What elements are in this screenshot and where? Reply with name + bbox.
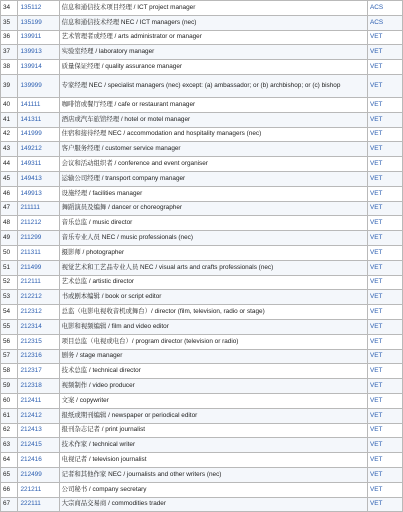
row-number-cell: 59 bbox=[1, 379, 18, 394]
occupation-name-cell: 技术总监 / technical director bbox=[59, 364, 367, 379]
table-row bbox=[1, 290, 403, 305]
occupation-code-link-cell bbox=[18, 379, 59, 394]
occupation-name-cell: 实验室经理 / laboratory manager bbox=[59, 45, 367, 60]
occupation-code-link-cell bbox=[18, 423, 59, 438]
table-row bbox=[1, 497, 403, 512]
table-row bbox=[1, 245, 403, 260]
table-row bbox=[1, 260, 403, 275]
occupation-name-cell: 质量保证经理 / quality assurance manager bbox=[59, 60, 367, 75]
assessing-authority-link-cell bbox=[368, 60, 403, 75]
assessing-authority-link[interactable]: VET bbox=[370, 485, 383, 493]
assessing-authority-link[interactable]: VET bbox=[370, 63, 383, 71]
occupation-code-link[interactable]: 212412 bbox=[20, 411, 42, 419]
assessing-authority-link[interactable]: VET bbox=[370, 160, 383, 168]
occupation-code-link-cell bbox=[18, 231, 59, 246]
occupation-code-link[interactable]: 139914 bbox=[20, 63, 42, 71]
assessing-authority-link[interactable]: VET bbox=[370, 115, 383, 123]
occupation-code-link[interactable]: 212314 bbox=[20, 322, 42, 330]
assessing-authority-link[interactable]: VET bbox=[370, 100, 383, 108]
occupation-code-link-cell bbox=[18, 1, 59, 16]
row-number-cell: 38 bbox=[1, 60, 18, 75]
assessing-authority-link[interactable]: VET bbox=[370, 234, 383, 242]
assessing-authority-link-cell bbox=[368, 245, 403, 260]
occupation-code-link-cell bbox=[18, 45, 59, 60]
occupation-name-cell: 艺术总监 / artistic director bbox=[59, 275, 367, 290]
table-row bbox=[1, 423, 403, 438]
occupation-name-cell: 视觉艺术和工艺品专业人员 NEC / visual arts and crafts professionals (nec) bbox=[59, 260, 367, 275]
occupation-code-link-cell bbox=[18, 393, 59, 408]
table-row bbox=[1, 74, 403, 97]
row-number-cell: 44 bbox=[1, 157, 18, 172]
occupation-code-link[interactable]: 135112 bbox=[20, 3, 42, 11]
occupation-code-link-cell bbox=[18, 171, 59, 186]
occupation-code-link[interactable]: 135199 bbox=[20, 18, 42, 26]
assessing-authority-link-cell bbox=[368, 393, 403, 408]
occupation-code-link-cell bbox=[18, 453, 59, 468]
occupation-code-link-cell bbox=[18, 275, 59, 290]
assessing-authority-link-cell bbox=[368, 290, 403, 305]
occupation-code-link[interactable]: 212317 bbox=[20, 367, 42, 375]
assessing-authority-link[interactable]: VET bbox=[370, 382, 383, 390]
occupation-code-link-cell bbox=[18, 60, 59, 75]
occupation-name-cell: 信息和通信技术经理 NEC / ICT managers (nec) bbox=[59, 15, 367, 30]
table-row bbox=[1, 408, 403, 423]
table-row bbox=[1, 127, 403, 142]
occupation-name-cell: 文案 / copywriter bbox=[59, 393, 367, 408]
occupation-code-link[interactable]: 149212 bbox=[20, 145, 42, 153]
occupation-name-cell: 信息和通信技术项目经理 / ICT project manager bbox=[59, 1, 367, 16]
occupation-code-link[interactable]: 149413 bbox=[20, 174, 42, 182]
assessing-authority-link[interactable]: VET bbox=[370, 174, 383, 182]
row-number-cell: 54 bbox=[1, 305, 18, 320]
occupation-name-cell: 酒店或汽车旅馆经理 / hotel or motel manager bbox=[59, 112, 367, 127]
occupation-code-link-cell bbox=[18, 74, 59, 97]
table-row bbox=[1, 453, 403, 468]
assessing-authority-link[interactable]: VET bbox=[370, 145, 383, 153]
row-number-cell: 50 bbox=[1, 245, 18, 260]
assessing-authority-link[interactable]: VET bbox=[370, 204, 383, 212]
table-row bbox=[1, 305, 403, 320]
assessing-authority-link[interactable]: VET bbox=[370, 352, 383, 360]
assessing-authority-link[interactable]: VET bbox=[370, 322, 383, 330]
table-row bbox=[1, 97, 403, 112]
occupation-code-link-cell bbox=[18, 186, 59, 201]
assessing-authority-link[interactable]: VET bbox=[370, 33, 383, 41]
assessing-authority-link-cell bbox=[368, 1, 403, 16]
assessing-authority-link[interactable]: VET bbox=[370, 426, 383, 434]
occupation-name-cell: 项目总监（电视或电台）/ program director (television or radio) bbox=[59, 334, 367, 349]
occupation-code-link[interactable]: 212312 bbox=[20, 308, 42, 316]
row-number-cell: 63 bbox=[1, 438, 18, 453]
table-row bbox=[1, 216, 403, 231]
assessing-authority-link-cell bbox=[368, 15, 403, 30]
occupation-code-link[interactable]: 212415 bbox=[20, 441, 42, 449]
occupation-code-link[interactable]: 141999 bbox=[20, 130, 42, 138]
assessing-authority-link[interactable]: VET bbox=[370, 130, 383, 138]
occupation-name-cell: 运输公司经理 / transport company manager bbox=[59, 171, 367, 186]
assessing-authority-link-cell bbox=[368, 30, 403, 45]
table-row bbox=[1, 319, 403, 334]
row-number-cell: 43 bbox=[1, 142, 18, 157]
assessing-authority-link-cell bbox=[368, 275, 403, 290]
row-number-cell: 57 bbox=[1, 349, 18, 364]
assessing-authority-link-cell bbox=[368, 364, 403, 379]
assessing-authority-link-cell bbox=[368, 260, 403, 275]
assessing-authority-link-cell bbox=[368, 453, 403, 468]
occupation-name-cell: 专家经理 NEC / specialist managers (nec) except: (a) ambassador; or (b) archbishop; or (c) bishop bbox=[59, 74, 367, 97]
row-number-cell: 51 bbox=[1, 260, 18, 275]
occupation-code-link[interactable]: 139913 bbox=[20, 48, 42, 56]
occupation-code-link[interactable]: 141111 bbox=[20, 100, 41, 108]
table-row bbox=[1, 15, 403, 30]
occupation-code-link-cell bbox=[18, 97, 59, 112]
occupation-code-link[interactable]: 212315 bbox=[20, 337, 42, 345]
assessing-authority-link-cell bbox=[368, 142, 403, 157]
assessing-authority-link-cell bbox=[368, 74, 403, 97]
row-number-cell: 48 bbox=[1, 216, 18, 231]
table-row bbox=[1, 171, 403, 186]
table-row bbox=[1, 438, 403, 453]
table-row bbox=[1, 364, 403, 379]
row-number-cell: 66 bbox=[1, 482, 18, 497]
row-number-cell: 60 bbox=[1, 393, 18, 408]
occupation-code-link[interactable]: 212416 bbox=[20, 456, 42, 463]
occupation-code-link[interactable]: 212413 bbox=[20, 426, 42, 434]
occupation-code-link-cell bbox=[18, 201, 59, 216]
table-row bbox=[1, 393, 403, 408]
occupation-code-link[interactable]: 149311 bbox=[20, 160, 42, 168]
occupation-code-link[interactable]: 141311 bbox=[20, 115, 42, 123]
assessing-authority-link-cell bbox=[368, 438, 403, 453]
assessing-authority-link-cell bbox=[368, 482, 403, 497]
assessing-authority-link[interactable]: VET bbox=[370, 337, 383, 345]
occupation-code-link-cell bbox=[18, 216, 59, 231]
assessing-authority-link[interactable]: VET bbox=[370, 248, 383, 256]
row-number-cell: 36 bbox=[1, 30, 18, 45]
occupation-name-cell: 艺术管理者或经理 / arts administrator or manager bbox=[59, 30, 367, 45]
assessing-authority-link-cell bbox=[368, 231, 403, 246]
occupation-code-link-cell bbox=[18, 157, 59, 172]
assessing-authority-link-cell bbox=[368, 171, 403, 186]
table-row bbox=[1, 60, 403, 75]
row-number-cell: 39 bbox=[1, 74, 18, 97]
occupation-code-link-cell bbox=[18, 349, 59, 364]
occupation-code-link-cell bbox=[18, 245, 59, 260]
assessing-authority-link[interactable]: VET bbox=[370, 456, 383, 463]
row-number-cell: 64 bbox=[1, 453, 18, 468]
occupation-name-cell: 书或剧本编辑 / book or script editor bbox=[59, 290, 367, 305]
occupation-name-cell: 电视记者 / television journalist bbox=[59, 453, 367, 468]
table-row bbox=[1, 45, 403, 60]
occupation-code-link[interactable]: 212499 bbox=[20, 470, 42, 478]
occupation-name-cell: 会议和活动组织者 / conference and event organiser bbox=[59, 157, 367, 172]
occupation-name-cell: 音乐总监 / music director bbox=[59, 216, 367, 231]
assessing-authority-link-cell bbox=[368, 319, 403, 334]
row-number-cell: 65 bbox=[1, 467, 18, 482]
occupation-code-link-cell bbox=[18, 482, 59, 497]
occupation-name-cell: 舞蹈演员及编舞 / dancer or choreographer bbox=[59, 201, 367, 216]
assessing-authority-link[interactable]: VET bbox=[370, 308, 383, 316]
assessing-authority-link-cell bbox=[368, 216, 403, 231]
row-number-cell: 42 bbox=[1, 127, 18, 142]
assessing-authority-link[interactable]: VET bbox=[370, 396, 383, 404]
assessing-authority-link-cell bbox=[368, 112, 403, 127]
row-number-cell: 41 bbox=[1, 112, 18, 127]
occupation-code-link[interactable]: 211212 bbox=[20, 219, 42, 227]
row-number-cell: 37 bbox=[1, 45, 18, 60]
occupation-code-link-cell bbox=[18, 497, 59, 512]
row-number-cell: 61 bbox=[1, 408, 18, 423]
assessing-authority-link-cell bbox=[368, 305, 403, 320]
occupation-code-link[interactable]: 221211 bbox=[20, 485, 42, 493]
assessing-authority-link-cell bbox=[368, 45, 403, 60]
row-number-cell: 34 bbox=[1, 1, 18, 16]
occupation-code-link-cell bbox=[18, 112, 59, 127]
occupation-code-link[interactable]: 149913 bbox=[20, 189, 42, 197]
occupation-name-cell: 报刊杂志记者 / print journalist bbox=[59, 423, 367, 438]
occupation-name-cell: 客户服务经理 / customer service manager bbox=[59, 142, 367, 157]
occupation-code-link[interactable]: 212212 bbox=[20, 293, 42, 301]
occupation-name-cell: 电影和视频编辑 / film and video editor bbox=[59, 319, 367, 334]
table-row bbox=[1, 482, 403, 497]
table-row bbox=[1, 1, 403, 16]
assessing-authority-link[interactable]: VET bbox=[370, 219, 383, 227]
assessing-authority-link[interactable]: VET bbox=[370, 500, 383, 508]
occupation-code-link-cell bbox=[18, 438, 59, 453]
occupation-name-cell: 总监（电影电视收音机或舞台）/ director (film, television, radio or stage) bbox=[59, 305, 367, 320]
assessing-authority-link[interactable]: VET bbox=[370, 81, 383, 89]
assessing-authority-link[interactable]: VET bbox=[370, 470, 383, 478]
occupation-code-link[interactable]: 211311 bbox=[20, 248, 41, 256]
occupation-code-link-cell bbox=[18, 142, 59, 157]
occupation-code-link-cell bbox=[18, 305, 59, 320]
assessing-authority-link-cell bbox=[368, 127, 403, 142]
occupation-code-link-cell bbox=[18, 290, 59, 305]
assessing-authority-link[interactable]: VET bbox=[370, 441, 383, 449]
row-number-cell: 49 bbox=[1, 231, 18, 246]
occupation-code-link[interactable]: 211111 bbox=[20, 204, 40, 212]
table-row bbox=[1, 30, 403, 45]
table-row bbox=[1, 349, 403, 364]
occupation-table-body bbox=[1, 1, 403, 512]
assessing-authority-link-cell bbox=[368, 408, 403, 423]
assessing-authority-link-cell bbox=[368, 497, 403, 512]
row-number-cell: 56 bbox=[1, 334, 18, 349]
occupation-name-cell: 设施经理 / facilities manager bbox=[59, 186, 367, 201]
assessing-authority-link[interactable]: VET bbox=[370, 263, 383, 271]
table-row bbox=[1, 142, 403, 157]
occupation-name-cell: 报纸或期刊编辑 / newspaper or periodical editor bbox=[59, 408, 367, 423]
row-number-cell: 67 bbox=[1, 497, 18, 512]
occupation-code-link-cell bbox=[18, 364, 59, 379]
row-number-cell: 45 bbox=[1, 171, 18, 186]
assessing-authority-link[interactable]: VET bbox=[370, 189, 383, 197]
table-row bbox=[1, 379, 403, 394]
assessing-authority-link[interactable]: VET bbox=[370, 293, 383, 301]
occupation-code-link-cell bbox=[18, 319, 59, 334]
occupation-code-link[interactable]: 212316 bbox=[20, 352, 42, 360]
occupation-name-cell: 摄影师 / photographer bbox=[59, 245, 367, 260]
occupation-code-link-cell bbox=[18, 408, 59, 423]
row-number-cell: 47 bbox=[1, 201, 18, 216]
table-row bbox=[1, 186, 403, 201]
occupation-code-link[interactable]: 139999 bbox=[20, 81, 42, 89]
occupation-name-cell: 音乐专业人员 NEC / music professionals (nec) bbox=[59, 231, 367, 246]
assessing-authority-link-cell bbox=[368, 201, 403, 216]
occupation-code-link[interactable]: 211299 bbox=[20, 234, 42, 242]
occupation-code-link[interactable]: 212411 bbox=[20, 396, 42, 404]
row-number-cell: 52 bbox=[1, 275, 18, 290]
occupation-code-link-cell bbox=[18, 334, 59, 349]
assessing-authority-link-cell bbox=[368, 349, 403, 364]
assessing-authority-link-cell bbox=[368, 157, 403, 172]
row-number-cell: 58 bbox=[1, 364, 18, 379]
occupation-name-cell: 视频制作 / video producer bbox=[59, 379, 367, 394]
occupation-name-cell: 剧务 / stage manager bbox=[59, 349, 367, 364]
occupation-code-link-cell bbox=[18, 30, 59, 45]
occupation-name-cell: 技术作家 / technical writer bbox=[59, 438, 367, 453]
occupation-code-link[interactable]: 212111 bbox=[20, 278, 41, 286]
table-row bbox=[1, 231, 403, 246]
occupation-name-cell: 咖啡馆或餐厅经理 / cafe or restaurant manager bbox=[59, 97, 367, 112]
row-number-cell: 40 bbox=[1, 97, 18, 112]
assessing-authority-link-cell bbox=[368, 97, 403, 112]
assessing-authority-link[interactable]: ACS bbox=[370, 18, 384, 26]
assessing-authority-link[interactable]: VET bbox=[370, 367, 383, 375]
occupation-name-cell: 大宗商品交易商 / commodities trader bbox=[59, 497, 367, 512]
occupation-code-link[interactable]: 139911 bbox=[20, 33, 42, 41]
table-row bbox=[1, 157, 403, 172]
table-row bbox=[1, 334, 403, 349]
row-number-cell: 53 bbox=[1, 290, 18, 305]
assessing-authority-link-cell bbox=[368, 334, 403, 349]
assessing-authority-link[interactable]: VET bbox=[370, 411, 383, 419]
occupation-code-link[interactable]: 212318 bbox=[20, 382, 42, 390]
assessing-authority-link-cell bbox=[368, 379, 403, 394]
occupation-code-link-cell bbox=[18, 15, 59, 30]
assessing-authority-link[interactable]: VET bbox=[370, 278, 383, 286]
row-number-cell: 62 bbox=[1, 423, 18, 438]
occupation-name-cell: 住宿和接待经理 NEC / accommodation and hospitality managers (nec) bbox=[59, 127, 367, 142]
assessing-authority-link-cell bbox=[368, 423, 403, 438]
assessing-authority-link[interactable]: ACS bbox=[370, 3, 384, 11]
table-row bbox=[1, 275, 403, 290]
occupation-code-link[interactable]: 211499 bbox=[20, 263, 42, 271]
occupation-code-link-cell bbox=[18, 127, 59, 142]
row-number-cell: 46 bbox=[1, 186, 18, 201]
occupation-code-link[interactable]: 222111 bbox=[20, 500, 41, 508]
assessing-authority-link[interactable]: VET bbox=[370, 48, 383, 56]
row-number-cell: 55 bbox=[1, 319, 18, 334]
table-row bbox=[1, 201, 403, 216]
occupation-name-cell: 记者和其他作家 NEC / journalists and other writers (nec) bbox=[59, 467, 367, 482]
occupation-name-cell: 公司秘书 / company secretary bbox=[59, 482, 367, 497]
row-number-cell: 35 bbox=[1, 15, 18, 30]
assessing-authority-link-cell bbox=[368, 186, 403, 201]
table-row bbox=[1, 112, 403, 127]
occupation-code-link-cell bbox=[18, 260, 59, 275]
